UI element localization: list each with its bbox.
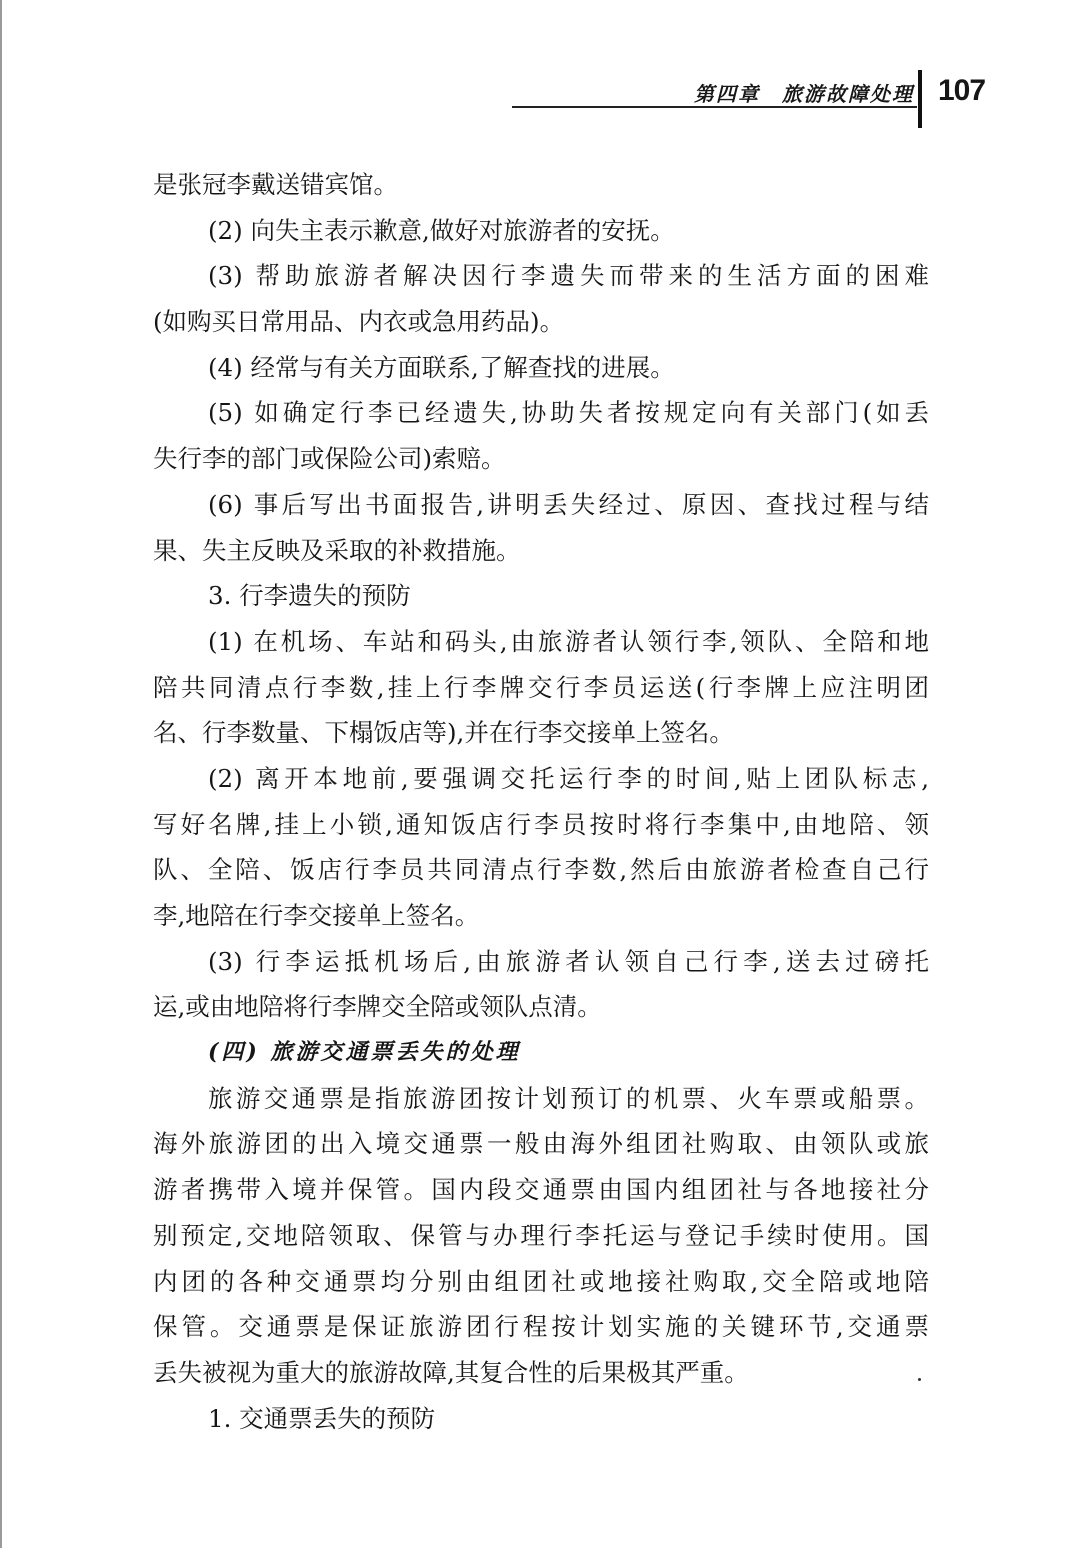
text-line: 游者携带入境并保管。国内段交通票由国内组团社与各地接社分 [153,1175,929,1205]
text-line: 失行李的部门或保险公司)索赔。 [153,444,506,474]
text-line: 内团的各种交通票均分别由组团社或地接社购取,交全陪或地陪 [153,1266,929,1296]
text-line: (5) 如确定行李已经遗失,协助失者按规定向有关部门(如丢 [208,398,929,428]
text-line: (2) 向失主表示歉意,做好对旅游者的安抚。 [208,215,675,245]
text-line: (如购买日常用品、内衣或急用药品)。 [153,307,565,337]
text-line: 旅游交通票是指旅游团按计划预订的机票、火车票或船票。 [208,1083,929,1113]
running-title: 第四章 旅游故障处理 [694,82,914,106]
header-bar [918,70,922,128]
text-line: 写好名牌,挂上小锁,通知饭店行李员按时将行李集中,由地陪、领 [153,809,929,839]
body-text [153,162,929,1441]
text-line: 别预定,交地陪领取、保管与办理行李托运与登记手续时使用。国 [153,1220,929,1250]
text-line: 运,或由地陪将行李牌交全陪或领队点清。 [153,992,602,1022]
text-line: 保管。交通票是保证旅游团行程按计划实施的关键环节,交通票 [153,1312,929,1342]
header-rule [512,106,917,108]
text-line: (4) 经常与有关方面联系,了解查找的进展。 [208,352,675,382]
running-head [512,70,1032,120]
text-line: 是张冠李戴送错宾馆。 [153,170,398,199]
page-edge [0,0,2,1548]
scan-speck [918,1378,921,1381]
text-line: (6) 事后写出书面报告,讲明丢失经过、原因、查找过程与结 [208,489,929,519]
text-line: 果、失主反映及采取的补救措施。 [153,535,521,565]
text-line: (3) 帮助旅游者解决因行李遗失而带来的生活方面的困难 [208,261,929,291]
text-line: 海外旅游团的出入境交通票一般由海外组团社购取、由领队或旅 [153,1129,929,1159]
text-line: 名、行李数量、下榻饭店等),并在行李交接单上签名。 [153,718,734,748]
text-line: 李,地陪在行李交接单上签名。 [153,901,480,930]
text-line: 队、全陪、饭店行李员共同清点行李数,然后由旅游者检查自己行 [153,855,929,885]
subsection-heading: (四) 旅游交通票丢失的处理 [208,1039,521,1066]
text-line: (3) 行李运抵机场后,由旅游者认领自己行李,送去过磅托 [208,946,929,976]
page-number: 107 [938,74,986,107]
text-line: (1) 在机场、车站和码头,由旅游者认领行李,领队、全陪和地 [208,626,929,656]
section-heading: 1. 交通票丢失的预防 [208,1403,436,1433]
text-line: 丢失被视为重大的旅游故障,其复合性的后果极其严重。 [153,1357,749,1387]
text-line: (2) 离开本地前,要强调交托运行李的时间,贴上团队标志, [208,763,929,793]
section-heading: 3. 行李遗失的预防 [208,581,411,611]
text-line: 陪共同清点行李数,挂上行李牌交行李员运送(行李牌上应注明团 [153,672,929,702]
